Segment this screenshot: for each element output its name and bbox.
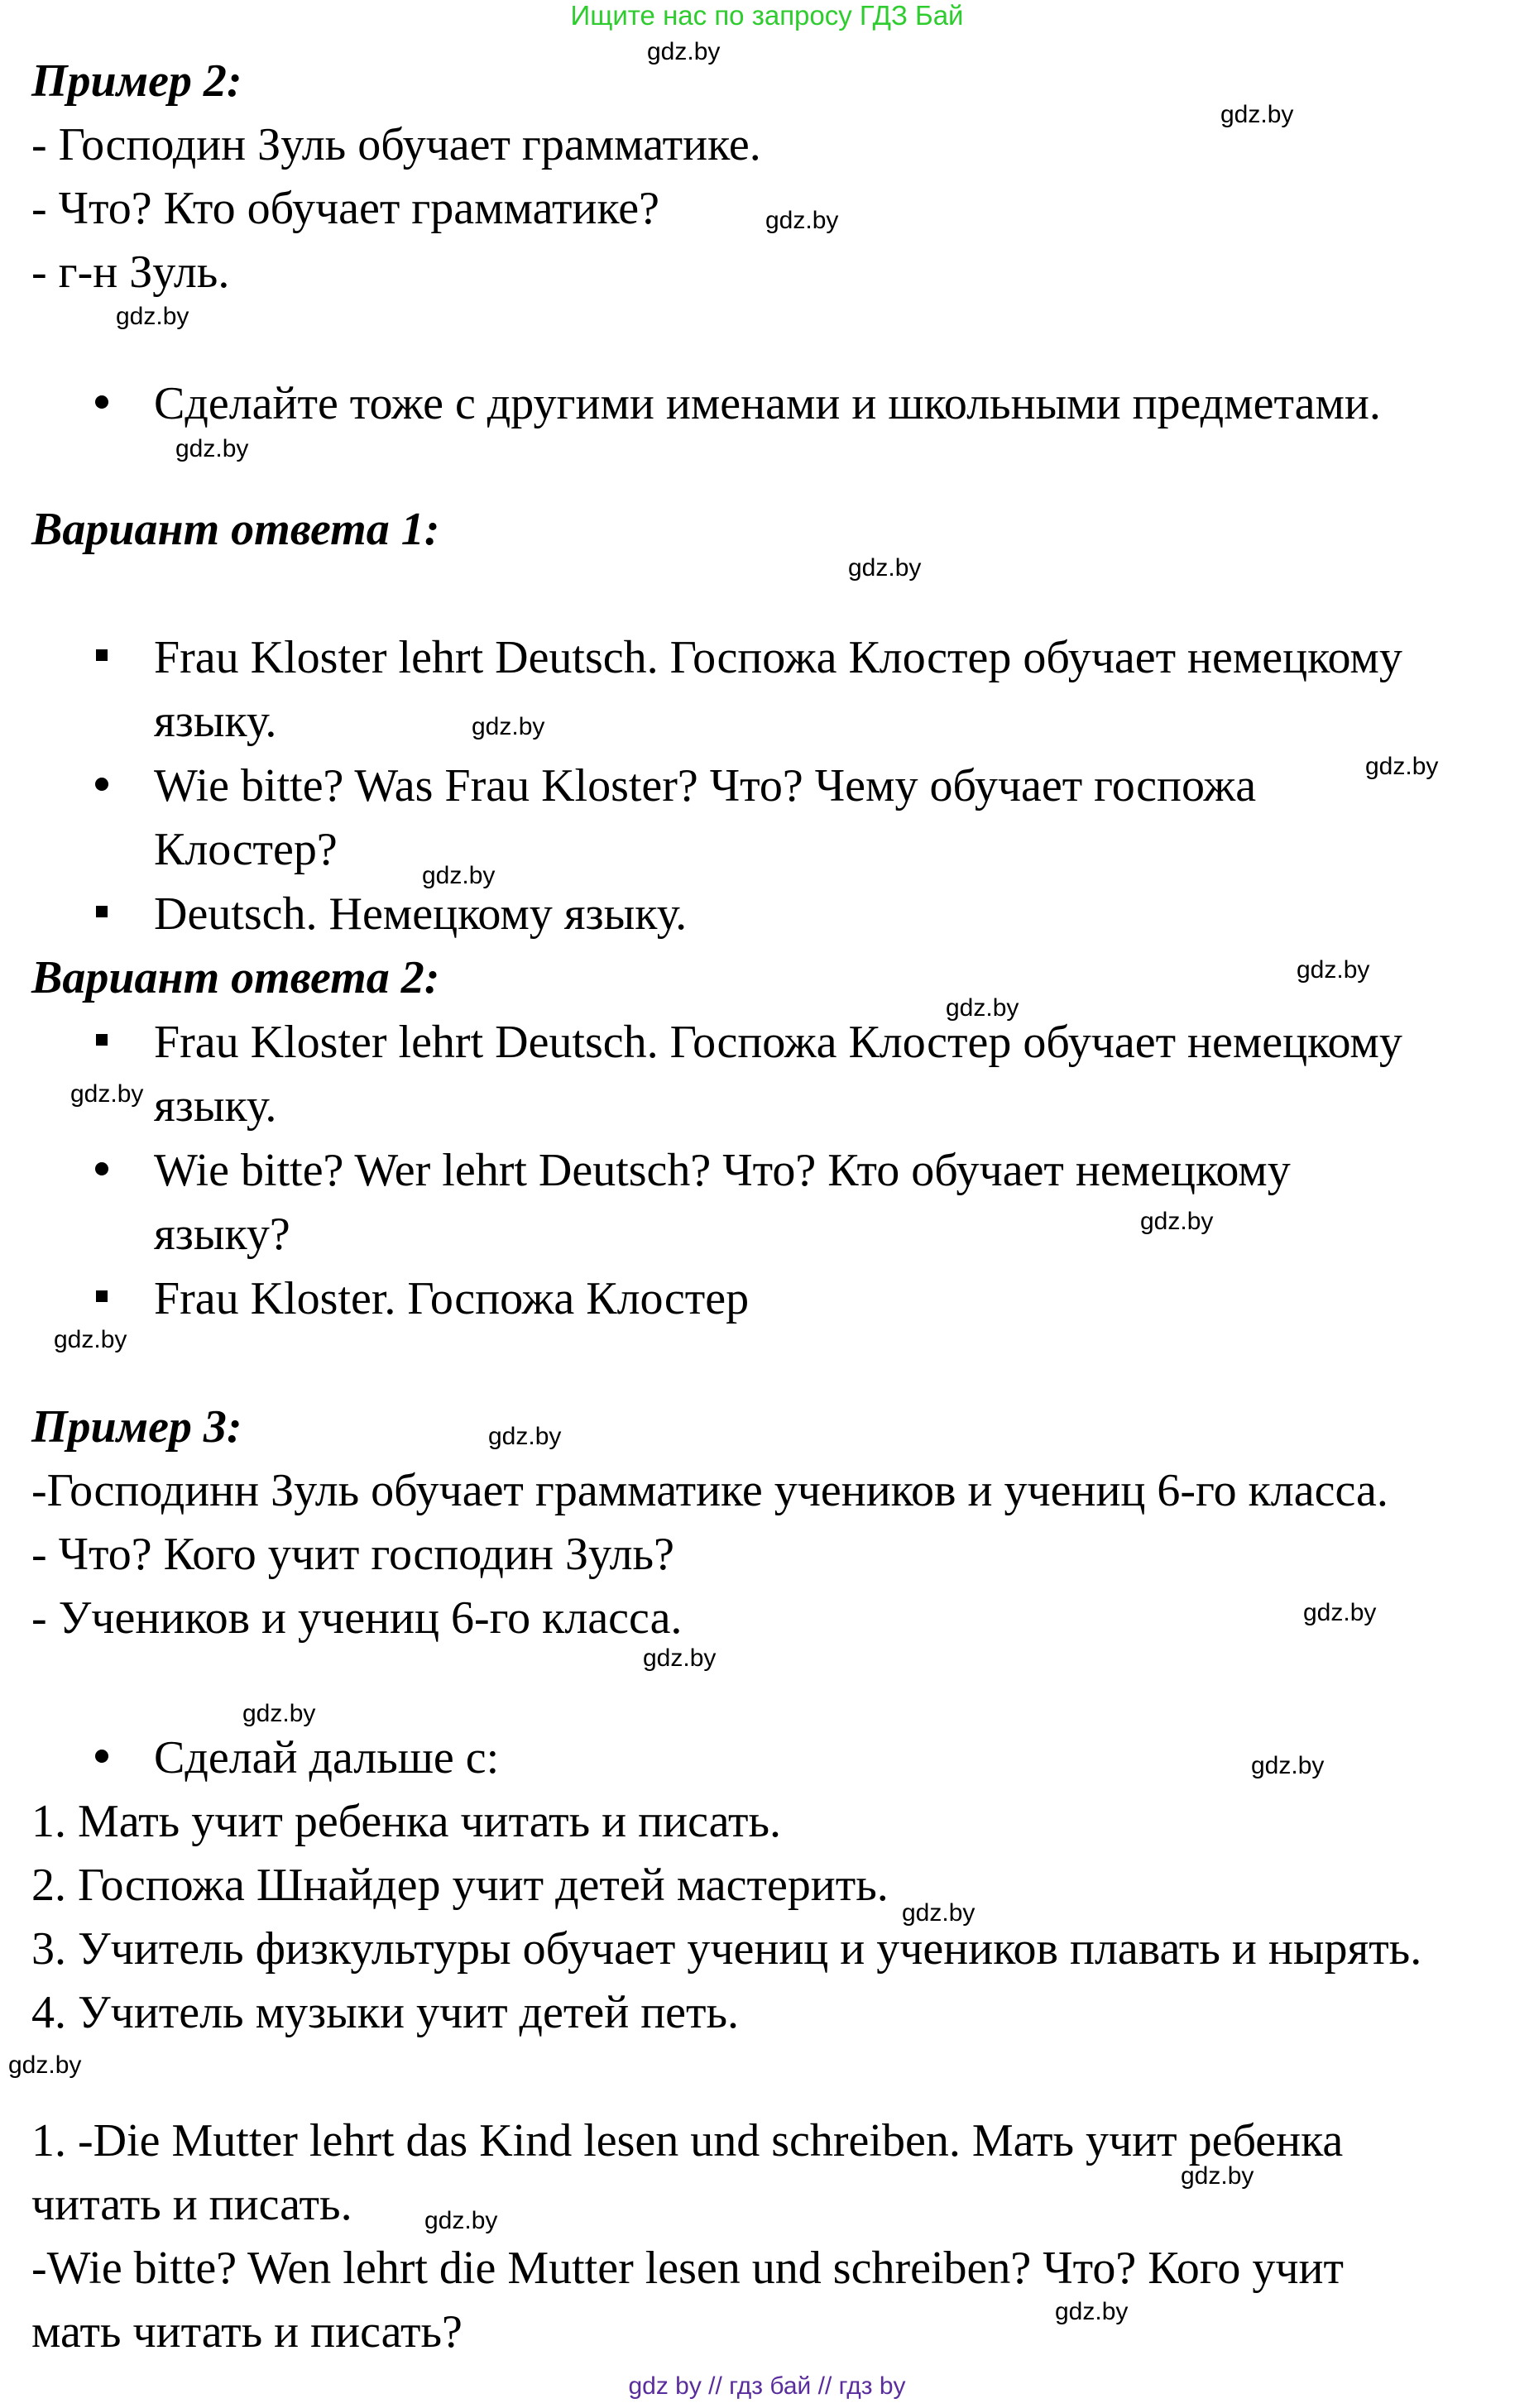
task-item-2: 2. Госпожа Шнайдер учит детей мастерить. — [31, 1860, 889, 1911]
watermark: gdz.by — [946, 994, 1019, 1022]
watermark: gdz.by — [175, 435, 249, 462]
example3-line-3: - Учеников и учениц 6-го класса. — [31, 1592, 683, 1644]
variant2-heading: Вариант ответа 2: — [31, 952, 440, 1003]
watermark: gdz.by — [1365, 753, 1439, 780]
bullet-dot — [95, 778, 108, 791]
task-item-3: 3. Учитель физкультуры обучает учениц и учеников плавать и нырять. — [31, 1923, 1422, 1975]
answer-line-1a: 1. -Die Mutter lehrt das Kind lesen und schreiben. Мать учит ребенка — [31, 2115, 1344, 2166]
watermark: gdz.by — [488, 1423, 562, 1450]
example2-heading: Пример 2: — [31, 55, 242, 107]
watermark: gdz.by — [8, 2051, 82, 2079]
watermark: gdz.by — [765, 207, 839, 234]
watermark: gdz.by — [848, 554, 922, 582]
task-item-4: 4. Учитель музыки учит детей петь. — [31, 1987, 740, 2038]
watermark: gdz.by — [1297, 956, 1370, 984]
bullet-dot — [95, 395, 108, 409]
watermark: gdz.by — [422, 862, 496, 889]
watermark: gdz.by — [643, 1644, 717, 1672]
watermark: gdz.by — [902, 1899, 976, 1927]
watermark: gdz.by — [424, 2207, 498, 2234]
bullet-square — [96, 649, 108, 661]
watermark: gdz.by — [1181, 2162, 1254, 2190]
answer-line-1b: читать и писать. — [31, 2179, 352, 2230]
example3-line-1: -Господинн Зуль обучает грамматике учеников и учениц 6-го класса. — [31, 1465, 1388, 1516]
bullet-square — [96, 1034, 108, 1046]
example3-heading: Пример 3: — [31, 1401, 242, 1453]
watermark: gdz.by — [242, 1700, 316, 1727]
variant2-line-3: Frau Kloster. Госпожа Клостер — [154, 1273, 750, 1324]
bullet-square — [96, 1290, 108, 1302]
variant1-line-3: Deutsch. Немецкому языку. — [154, 888, 688, 940]
variant2-line-2a: Wie bitte? Wer lehrt Deutsch? Что? Кто обучает немецкому — [154, 1145, 1291, 1196]
watermark: gdz.by — [1251, 1752, 1325, 1779]
variant2-line-2b: языку? — [154, 1209, 290, 1260]
watermark: gdz.by — [472, 713, 545, 740]
variant2-line-1a: Frau Kloster lehrt Deutsch. Госпожа Клостер обучает немецкому — [154, 1017, 1402, 1068]
example3-task: Сделай дальше с: — [154, 1732, 500, 1783]
example2-line-1: - Господин Зуль обучает грамматике. — [31, 119, 761, 170]
watermark: gdz.by — [1055, 2298, 1129, 2325]
top-note[interactable]: Ищите нас по запросу ГДЗ Бай — [570, 0, 964, 31]
watermark: gdz.by — [54, 1326, 127, 1353]
example3-line-2: - Что? Кого учит господин Зуль? — [31, 1529, 674, 1580]
watermark: gdz.by — [116, 303, 189, 330]
variant1-line-1b: языку. — [154, 696, 277, 747]
example2-line-2: - Что? Кто обучает грамматике? — [31, 183, 659, 234]
watermark: gdz.by — [70, 1080, 144, 1108]
answer-line-2a: -Wie bitte? Wen lehrt die Mutter lesen und schreiben? Что? Кого учит — [31, 2243, 1344, 2294]
variant1-heading: Вариант ответа 1: — [31, 504, 440, 555]
watermark: gdz.by — [1303, 1599, 1377, 1626]
watermark: gdz.by — [1140, 1208, 1214, 1235]
example2-task: Сделайте тоже с другими именами и школьными предметами. — [154, 378, 1381, 429]
variant1-line-2b: Клостер? — [154, 824, 338, 875]
bullet-dot — [95, 1162, 108, 1175]
variant1-line-2a: Wie bitte? Was Frau Kloster? Что? Чему обучает госпожа — [154, 760, 1257, 811]
bullet-square — [96, 906, 108, 917]
answer-line-2b: мать читать и писать? — [31, 2306, 463, 2358]
bullet-dot — [95, 1750, 108, 1763]
example2-line-3: - г-н Зуль. — [31, 247, 230, 298]
variant1-line-1a: Frau Kloster lehrt Deutsch. Госпожа Клостер обучает немецкому — [154, 632, 1402, 683]
watermark: gdz.by — [647, 38, 721, 65]
watermark: gdz.by — [1220, 101, 1294, 128]
footer-links[interactable]: gdz by // гдз бай // гдз by — [628, 2372, 906, 2400]
task-item-1: 1. Мать учит ребенка читать и писать. — [31, 1796, 782, 1847]
variant2-line-1b: языку. — [154, 1080, 277, 1132]
